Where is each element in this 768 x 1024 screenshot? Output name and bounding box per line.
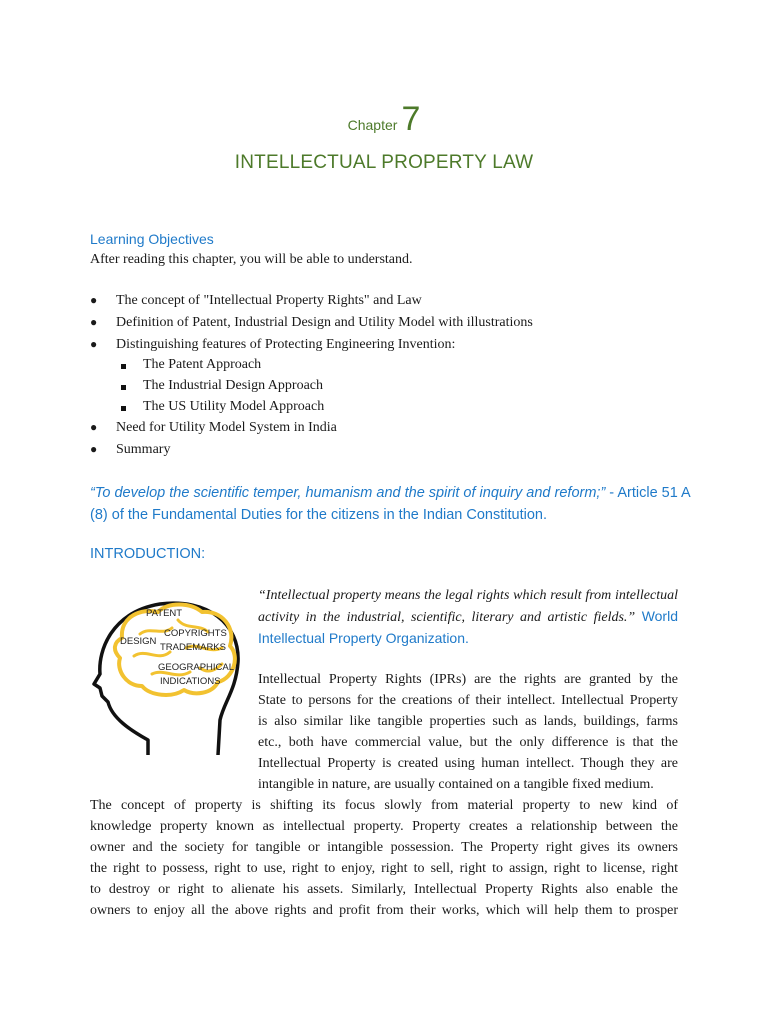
figure-label-indications: INDICATIONS [160, 676, 221, 687]
wipo-quote-text: “Intellectual property means the legal rights which result from intellectual activity in the industrial, scientific, literary and artistic fields.” [258, 588, 678, 625]
square-bullet-icon [121, 364, 126, 369]
list-item: ● Summary [90, 442, 171, 457]
paragraph-line: etc., both have commercial value, but the only difference is that the [258, 735, 678, 750]
introduction-heading: INTRODUCTION: [90, 546, 206, 562]
paragraph-line: The concept of property is shifting its focus slowly from material property to new kind of [90, 798, 678, 813]
paragraph-line: Intellectual Property is created using human intellect. Though they are [258, 756, 678, 771]
chapter-title: INTELLECTUAL PROPERTY LAW [234, 152, 534, 173]
paragraph-line: owners to enjoy all the above rights and profit from their works, which will help them to prosper [90, 903, 678, 918]
square-bullet-icon [121, 385, 126, 390]
paragraph-line: is also similar like tangible properties such as lands, buildings, farms [258, 714, 678, 729]
bullet-icon: ● [90, 315, 98, 329]
paragraph-line: the right to possess, right to use, right to enjoy, right to sell, right to assign, right to license, right [90, 861, 678, 876]
figure-label-trademarks: TRADEMARKS [160, 642, 226, 653]
head-brain-illustration [90, 590, 250, 755]
list-item: The Patent Approach [143, 357, 261, 373]
paragraph-line: owner and the society for tangible or intangible possession. The Property right gives its owners [90, 840, 678, 855]
wipo-source: World Intellectual Property Organization. [258, 608, 678, 646]
paragraph-line: to destroy or right to alienate his assets. Similarly, Intellectual Property Rights also enable the [90, 882, 678, 897]
chapter-number: 7 [401, 100, 421, 138]
intro-paragraph-right [258, 669, 678, 795]
epigraph-attribution: - Article 51 A (8) of the Fundamental Duties for the citizens in the Indian Constitution. [90, 485, 690, 523]
epigraph [90, 482, 690, 526]
bullet-icon: ● [90, 442, 98, 456]
list-item: ● The concept of "Intellectual Property Rights" and Law [90, 293, 422, 308]
paragraph-line: knowledge property known as intellectual property. Property creates a relationship between the [90, 819, 678, 834]
paragraph-line: State to persons for the creations of their intellect. Intellectual Property [258, 693, 678, 708]
list-item: The US Utility Model Approach [143, 399, 324, 415]
list-item: The Industrial Design Approach [143, 378, 323, 394]
learning-objectives-intro: After reading this chapter, you will be able to understand. [90, 252, 413, 267]
bullet-icon: ● [90, 420, 98, 434]
figure-label-patent: PATENT [146, 608, 183, 619]
paragraph-line: Intellectual Property Rights (IPRs) are the rights are granted by the [258, 672, 678, 687]
square-bullet-icon [121, 406, 126, 411]
learning-objectives-heading: Learning Objectives [90, 231, 214, 247]
paragraph-line: intangible in nature, are usually contained on a tangible fixed medium. [258, 777, 654, 792]
list-item: ● Distinguishing features of Protecting Engineering Invention: [90, 337, 456, 352]
chapter-word: Chapter [347, 117, 398, 133]
intro-paragraph-full [90, 795, 678, 921]
list-item: ● Definition of Patent, Industrial Design and Utility Model with illustrations [90, 315, 533, 330]
epigraph-quote: “To develop the scientific temper, humanism and the spirit of inquiry and reform;” [90, 485, 606, 501]
chapter-label [0, 100, 768, 139]
bullet-icon: ● [90, 293, 98, 307]
figure-label-geographical: GEOGRAPHICAL [158, 662, 235, 673]
figure-label-design: DESIGN [120, 636, 157, 647]
figure-label-copyrights: COPYRIGHTS [164, 628, 227, 639]
bullet-icon: ● [90, 337, 98, 351]
list-item: ● Need for Utility Model System in India [90, 420, 337, 435]
wipo-quote [258, 585, 678, 650]
